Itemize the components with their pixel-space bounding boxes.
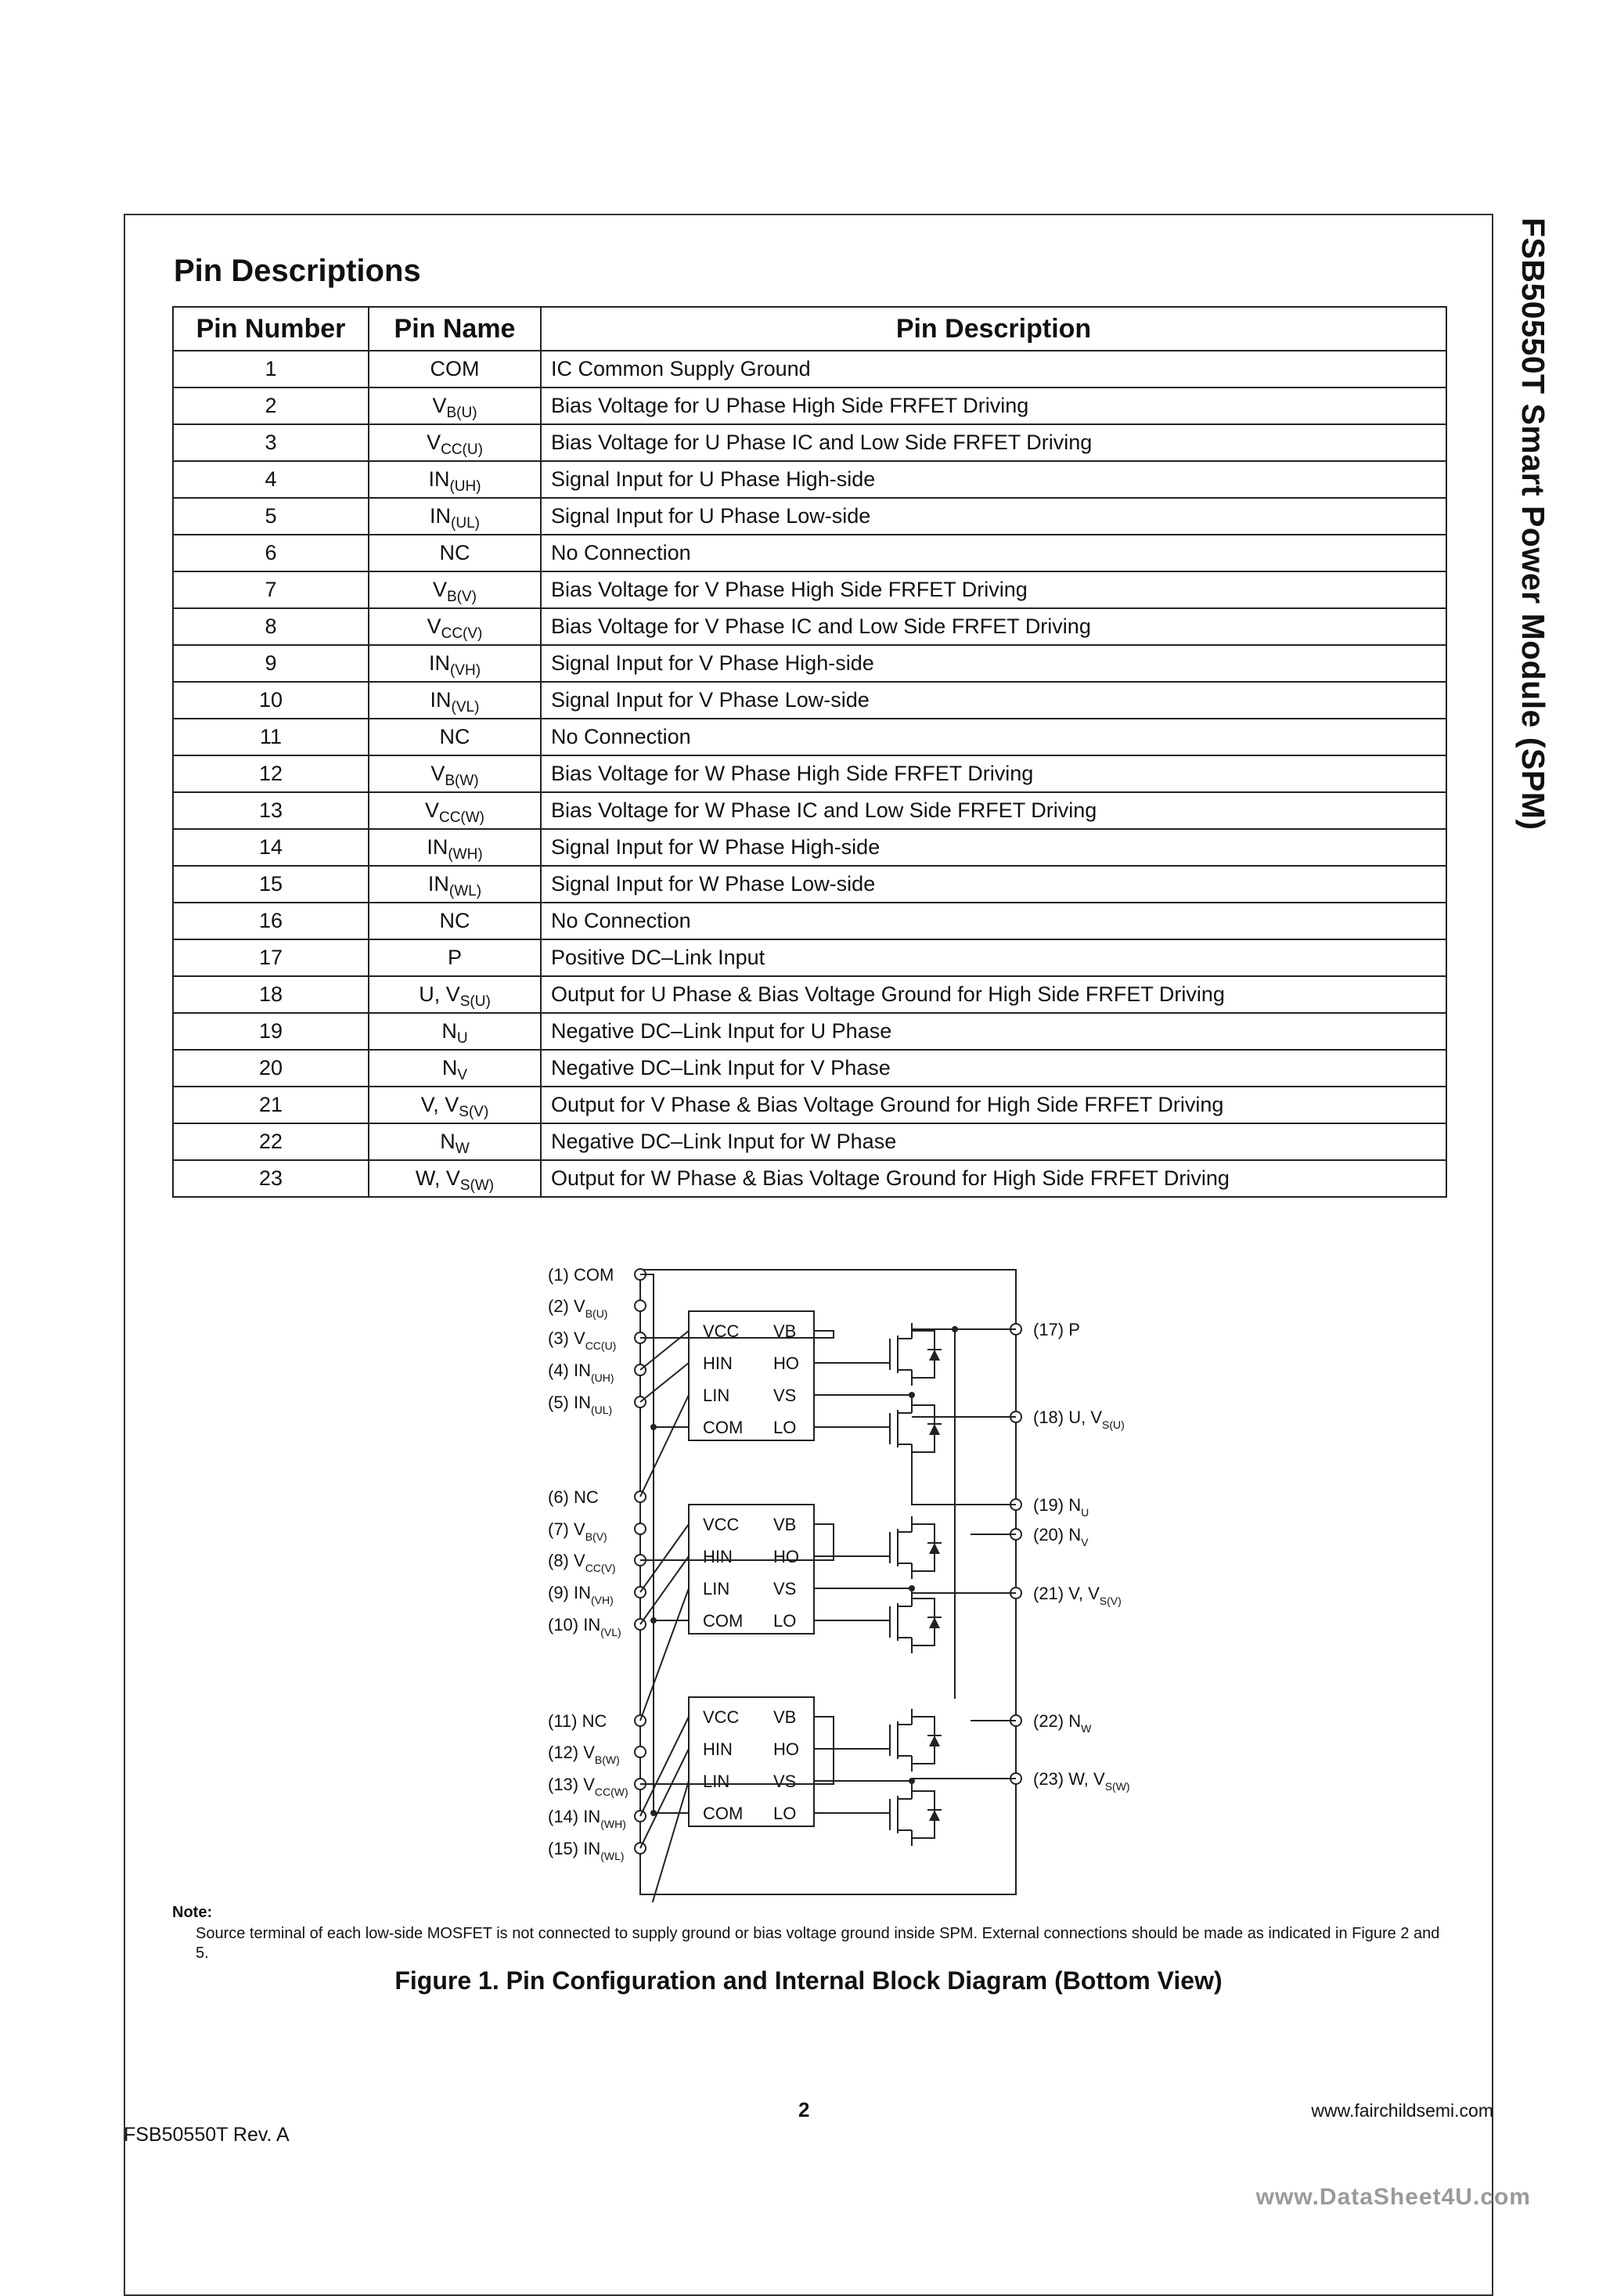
pin-name: NC [439, 725, 470, 748]
ic-pin-label: VCC [703, 1515, 740, 1534]
pin-number-cell: 15 [173, 866, 369, 903]
pin-description-cell: Bias Voltage for V Phase IC and Low Side FRFET Driving [541, 608, 1446, 645]
pin-name-cell [369, 939, 541, 976]
pin-description-cell: Negative DC–Link Input for V Phase [541, 1050, 1446, 1087]
wire [640, 1524, 689, 1592]
ic-pin-label: LO [773, 1418, 797, 1437]
table-row [173, 1087, 1446, 1123]
ic-pin-label: HO [773, 1739, 799, 1759]
ic-pin-label: VB [773, 1515, 797, 1534]
pin-name: NC [439, 909, 470, 932]
wire [912, 1405, 935, 1452]
junction [952, 1326, 958, 1332]
table-row [173, 571, 1446, 608]
pin-name-subscript: (WL) [448, 883, 482, 899]
pin-name: W, V [415, 1166, 460, 1190]
ic-pin-label: VB [773, 1707, 797, 1727]
wire [912, 1460, 1016, 1505]
wire [640, 1749, 689, 1848]
table-row [173, 719, 1446, 755]
pin-name: V [432, 578, 447, 601]
pin-name-cell [369, 387, 541, 424]
table-row [173, 535, 1446, 571]
ic-pin-label: HIN [703, 1353, 733, 1373]
pin-name-cell [369, 461, 541, 498]
table-row [173, 608, 1446, 645]
ic-pin-label: LIN [703, 1579, 730, 1599]
pin-name-cell [369, 792, 541, 829]
pin-name-cell [369, 1123, 541, 1160]
left-pin-label: (7) $V_{B(V)}$ [548, 1519, 607, 1543]
figure-caption: Figure 1. Pin Configuration and Internal Block Diagram (Bottom View) [394, 1966, 1223, 1995]
pin-number-cell: 5 [173, 498, 369, 535]
pin-name-subscript: (UH) [449, 478, 481, 495]
table-row [173, 866, 1446, 903]
pin-name-subscript: (WH) [448, 846, 483, 863]
wire [912, 1331, 935, 1378]
pin-number-cell: 18 [173, 976, 369, 1013]
right-pin-label: (21) V, $V_{S(V)}$ [1033, 1584, 1122, 1607]
footer-url[interactable]: www.fairchildsemi.com [1311, 2100, 1493, 2121]
page-number: 2 [798, 2098, 810, 2121]
pin-description-cell: No Connection [541, 719, 1446, 755]
table-row [173, 498, 1446, 535]
pin-name-cell [369, 866, 541, 903]
pin-number-cell: 23 [173, 1160, 369, 1197]
left-pin-label: (1) COM [548, 1265, 614, 1285]
pin-name-subscript: B(U) [446, 405, 477, 421]
table-row [173, 1050, 1446, 1087]
wire [640, 1331, 689, 1370]
pin-terminal [635, 1523, 646, 1534]
ic-pin-label: HO [773, 1547, 799, 1566]
pin-number-cell: 13 [173, 792, 369, 829]
pin-description-cell: Output for V Phase & Bias Voltage Ground for High Side FRFET Driving [541, 1087, 1446, 1123]
pin-name: COM [430, 357, 480, 380]
pin-description-cell: Signal Input for V Phase Low-side [541, 682, 1446, 719]
left-pin-label: (11) NC [548, 1711, 607, 1731]
table-row [173, 939, 1446, 976]
left-pin-label: (5) $IN_{(UL)}$ [548, 1393, 613, 1416]
table-row [173, 829, 1446, 866]
ic-pin-label: COM [703, 1804, 744, 1823]
pin-number-cell: 14 [173, 829, 369, 866]
left-pin-label: (12) $V_{B(W)}$ [548, 1743, 620, 1766]
pin-number-cell: 8 [173, 608, 369, 645]
pin-name-cell [369, 1013, 541, 1050]
wire [912, 1717, 935, 1764]
pin-description-cell: Bias Voltage for U Phase High Side FRFET Driving [541, 387, 1446, 424]
pin-name-subscript: (VH) [449, 662, 481, 679]
pin-name: IN [430, 504, 452, 528]
pin-terminal [635, 1746, 646, 1757]
left-pin-label: (13) $V_{CC(W)}$ [548, 1775, 628, 1798]
pin-number-cell: 11 [173, 719, 369, 755]
note-heading: Note: [172, 1904, 213, 1921]
document-revision: FSB50550T Rev. A [124, 2124, 290, 2146]
pin-name: NC [439, 541, 470, 564]
pin-name: IN [428, 467, 450, 491]
pin-name-cell [369, 608, 541, 645]
table-row [173, 1123, 1446, 1160]
pin-number-cell: 6 [173, 535, 369, 571]
ic-pin-label: LO [773, 1611, 797, 1631]
pin-description-cell: Signal Input for W Phase Low-side [541, 866, 1446, 903]
pin-terminal [635, 1300, 646, 1311]
pin-number-cell: 20 [173, 1050, 369, 1087]
right-pin-label: (18) U, $V_{S(U)}$ [1033, 1408, 1125, 1431]
ic-pin-label: LO [773, 1804, 797, 1823]
right-pin-label: (17) P [1033, 1320, 1080, 1339]
pin-name: IN [427, 835, 448, 859]
watermark: www.DataSheet4U.com [1255, 2184, 1531, 2210]
pin-number-cell: 4 [173, 461, 369, 498]
wire [912, 1599, 935, 1645]
pin-name-subscript: S(V) [459, 1104, 489, 1120]
pin-name-cell [369, 498, 541, 535]
ic-pin-label: COM [703, 1418, 744, 1437]
junction [909, 1392, 915, 1398]
pin-name-subscript: U [456, 1030, 468, 1047]
pin-name-subscript: CC(V) [441, 625, 483, 642]
left-pin-label: (4) $IN_{(UH)}$ [548, 1361, 614, 1384]
table-row [173, 424, 1446, 461]
pin-name-cell [369, 535, 541, 571]
wire [640, 1274, 654, 1813]
pin-number-cell: 16 [173, 903, 369, 939]
pin-name-cell [369, 719, 541, 755]
pin-number-cell: 22 [173, 1123, 369, 1160]
pin-name-cell [369, 351, 541, 387]
left-pin-label: (9) $IN_{(VH)}$ [548, 1583, 614, 1606]
pin-description-cell: No Connection [541, 903, 1446, 939]
wire [640, 1717, 689, 1816]
pin-number-cell: 21 [173, 1087, 369, 1123]
ic-pin-label: HO [773, 1353, 799, 1373]
pin-name: N [441, 1056, 458, 1080]
wire [640, 1588, 689, 1721]
pin-descriptions-table [172, 306, 1447, 1198]
pin-name: P [447, 946, 462, 969]
left-pin-label: (15) $IN_{(WL)}$ [548, 1839, 625, 1862]
pin-name-cell [369, 903, 541, 939]
ic-pin-label: COM [703, 1611, 744, 1631]
pin-name-cell [369, 755, 541, 792]
pin-name: V [432, 394, 447, 417]
pin-name: V, V [420, 1093, 459, 1116]
pin-description-cell: Negative DC–Link Input for W Phase [541, 1123, 1446, 1160]
left-pin-label: (10) $IN_{(VL)}$ [548, 1615, 621, 1638]
pin-number-cell: 9 [173, 645, 369, 682]
table-row [173, 351, 1446, 387]
pin-number-cell: 19 [173, 1013, 369, 1050]
ic-pin-label: LIN [703, 1772, 730, 1791]
pin-name-subscript: B(V) [447, 589, 477, 605]
ic-pin-label: VS [773, 1772, 797, 1791]
pin-name-cell [369, 1087, 541, 1123]
pin-name-cell [369, 682, 541, 719]
table-row [173, 1160, 1446, 1197]
table-row [173, 755, 1446, 792]
table-row [173, 792, 1446, 829]
pin-number-cell: 12 [173, 755, 369, 792]
pin-name-subscript: (UL) [451, 515, 480, 532]
pin-name-cell [369, 645, 541, 682]
ic-pin-label: VS [773, 1386, 797, 1405]
pin-name-cell [369, 424, 541, 461]
pin-name: N [440, 1130, 456, 1153]
pin-description-cell: Output for U Phase & Bias Voltage Ground for High Side FRFET Driving [541, 976, 1446, 1013]
pin-description-cell: Signal Input for U Phase Low-side [541, 498, 1446, 535]
junction [909, 1585, 915, 1591]
pin-name: IN [428, 651, 450, 675]
header-pin-number: Pin Number [173, 307, 369, 351]
pin-name-subscript: W [455, 1141, 470, 1157]
pin-description-cell: Bias Voltage for U Phase IC and Low Side FRFET Driving [541, 424, 1446, 461]
header-pin-description: Pin Description [541, 307, 1446, 351]
pin-name-cell [369, 1050, 541, 1087]
ic-pin-label: HIN [703, 1739, 733, 1759]
note-text: Source terminal of each low-side MOSFET is not connected to supply ground or bias voltage ground inside SPM. External connections should be made as indicated in Figure 2 and 5. [196, 1925, 1440, 1962]
right-pin-label: (23) W, $V_{S(W)}$ [1033, 1769, 1130, 1793]
pin-name: IN [427, 872, 449, 896]
left-pin-label: (6) NC [548, 1487, 599, 1507]
pin-description-cell: Bias Voltage for W Phase High Side FRFET Driving [541, 755, 1446, 792]
ic-pin-label: VS [773, 1579, 797, 1599]
pin-description-cell: Bias Voltage for V Phase High Side FRFET Driving [541, 571, 1446, 608]
right-pin-label: (22) $N_W$ [1033, 1711, 1092, 1735]
pin-name: N [441, 1019, 457, 1043]
pin-description-cell: IC Common Supply Ground [541, 351, 1446, 387]
ic-pin-label: VB [773, 1321, 797, 1341]
pin-name-subscript: (VL) [451, 699, 480, 715]
wire [912, 1791, 935, 1838]
pin-description-cell: Bias Voltage for W Phase IC and Low Side FRFET Driving [541, 792, 1446, 829]
pin-name-subscript: CC(U) [441, 442, 483, 458]
table-row [173, 387, 1446, 424]
table-row [173, 1013, 1446, 1050]
pin-name: U, V [419, 982, 460, 1006]
left-pin-label: (3) $V_{CC(U)}$ [548, 1328, 617, 1352]
left-pin-label: (2) $V_{B(U)}$ [548, 1296, 608, 1320]
pin-name: V [427, 615, 441, 638]
pin-name: V [424, 798, 439, 822]
table-row [173, 976, 1446, 1013]
pin-name: V [427, 431, 441, 454]
pin-name: V [430, 762, 445, 785]
pin-number-cell: 7 [173, 571, 369, 608]
pin-description-cell: Output for W Phase & Bias Voltage Ground for High Side FRFET Driving [541, 1160, 1446, 1197]
wire [640, 1363, 689, 1402]
table-row [173, 645, 1446, 682]
left-pin-label: (8) $V_{CC(V)}$ [548, 1551, 616, 1574]
table-row [173, 461, 1446, 498]
table-header-row [173, 307, 1446, 351]
wire [640, 1395, 689, 1497]
pin-number-cell: 3 [173, 424, 369, 461]
ic-pin-label: VCC [703, 1707, 740, 1727]
pin-name-subscript: V [457, 1067, 468, 1083]
ic-pin-label: VCC [703, 1321, 740, 1341]
block-diagram [517, 1260, 1190, 1902]
pin-name-subscript: S(W) [459, 1177, 495, 1194]
wire [912, 1524, 935, 1571]
pin-number-cell: 2 [173, 387, 369, 424]
header-pin-name: Pin Name [369, 307, 541, 351]
pin-description-cell: No Connection [541, 535, 1446, 571]
wire [640, 1556, 689, 1624]
table-row [173, 903, 1446, 939]
pin-description-cell: Negative DC–Link Input for U Phase [541, 1013, 1446, 1050]
table-body [173, 351, 1446, 1197]
pin-name: IN [430, 688, 452, 712]
pin-number-cell: 17 [173, 939, 369, 976]
pin-name-subscript: B(W) [445, 773, 479, 789]
pin-name-cell [369, 976, 541, 1013]
ic-pin-label: LIN [703, 1386, 730, 1405]
right-pin-label: (19) $N_U$ [1033, 1495, 1089, 1519]
left-pin-label: (14) $IN_{(WH)}$ [548, 1807, 626, 1830]
pin-name-cell [369, 1160, 541, 1197]
pin-name-subscript: S(U) [459, 993, 491, 1010]
pin-description-cell: Signal Input for V Phase High-side [541, 645, 1446, 682]
side-title: FSB50550T Smart Power Module (SPM) [1515, 218, 1551, 831]
pin-description-cell: Positive DC–Link Input [541, 939, 1446, 976]
ic-pin-label: HIN [703, 1547, 733, 1566]
section-title: Pin Descriptions [174, 254, 421, 288]
pin-name-cell [369, 571, 541, 608]
right-pin-label: (20) $N_V$ [1033, 1525, 1089, 1548]
pin-number-cell: 1 [173, 351, 369, 387]
pin-description-cell: Signal Input for W Phase High-side [541, 829, 1446, 866]
pin-number-cell: 10 [173, 682, 369, 719]
pin-name-subscript: CC(W) [438, 809, 485, 826]
pin-description-cell: Signal Input for U Phase High-side [541, 461, 1446, 498]
pin-name-cell [369, 829, 541, 866]
table-row [173, 682, 1446, 719]
